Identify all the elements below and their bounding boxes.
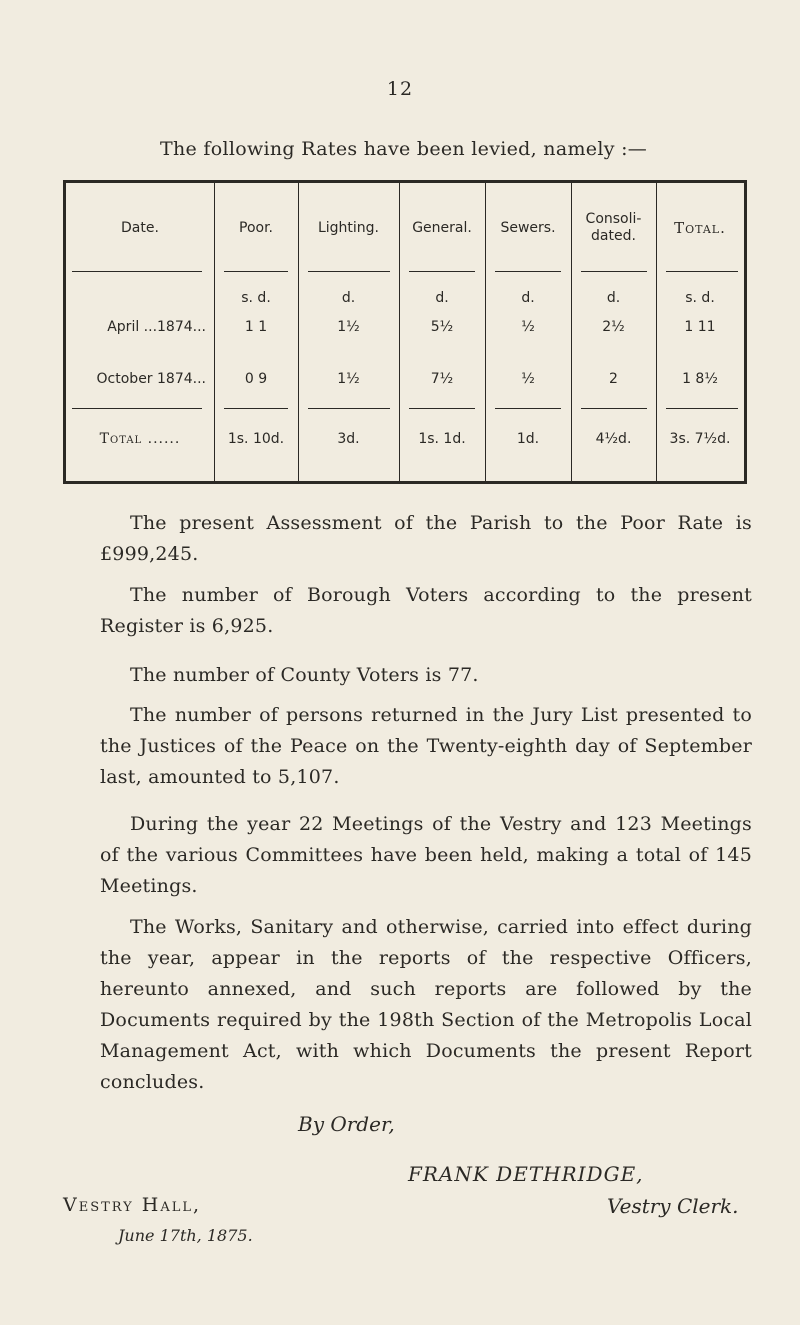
signatory-name: FRANK DETHRIDGE,	[408, 1162, 644, 1186]
unit-lighting: d.	[341, 290, 356, 306]
paragraph-assessment: The present Assessment of the Parish to the Poor Rate is £999,245.	[100, 512, 752, 565]
total-cell: 4½d.	[595, 431, 632, 447]
unit-sewers: d.	[521, 290, 535, 306]
table-row-date: April ...1874...	[107, 319, 206, 335]
intro-line: The following Rates have been levied, namely :—	[160, 138, 648, 160]
table-cell: 0 9	[244, 371, 268, 387]
total-cell: 1s. 1d.	[418, 431, 466, 447]
page-number: 12	[386, 78, 414, 100]
paragraph-meetings: During the year 22 Meetings of the Vestry and 123 Meetings of the various Committees have been held, making a total of 145 Meetings.	[100, 813, 752, 897]
table-cell: 5½	[430, 319, 454, 335]
header-general: General.	[412, 219, 472, 236]
signatory-title: Vestry Clerk.	[607, 1194, 739, 1218]
unit-poor: s. d.	[241, 290, 271, 306]
table-cell: 2	[609, 371, 618, 387]
header-poor: Poor.	[239, 219, 273, 236]
paragraph-county-voters: The number of County Voters is 77.	[130, 664, 479, 686]
header-sewers: Sewers.	[500, 219, 556, 236]
vestry-hall: Vestry Hall,	[63, 1194, 202, 1216]
table-cell: 1 11	[684, 319, 716, 335]
by-order: By Order,	[298, 1112, 395, 1136]
total-cell: 1s. 10d.	[227, 431, 285, 447]
unit-consolidated: d.	[606, 290, 621, 306]
table-cell: 1½	[337, 371, 360, 387]
total-cell: 3d.	[337, 431, 360, 447]
header-lighting: Lighting.	[317, 219, 380, 236]
table-cell: ½	[521, 371, 535, 387]
paragraph-jury-list: The number of persons returned in the Jury List presented to the Justices of the Peace on the Twenty-eighth day of September last, amounted to 5,107.	[100, 704, 752, 788]
table-cell: 1 8½	[682, 371, 718, 387]
total-cell: 1d.	[516, 431, 540, 447]
rates-table	[63, 180, 747, 484]
table-cell: 1 1	[244, 319, 268, 335]
table-cell: ½	[521, 319, 535, 335]
unit-total: s. d.	[685, 290, 715, 306]
header-date: Date.	[121, 219, 159, 236]
total-cell: 3s. 7½d.	[669, 431, 731, 447]
paragraph-works: The Works, Sanitary and otherwise, carried into effect during the year, appear in the reports of the respective Officers, hereunto annexed, and such reports are followed by the Documents required by the 198th Section of the Metropolis Local Management Act, with which Documents the present Report concludes.	[100, 916, 752, 1093]
paragraph-borough-voters: The number of Borough Voters according to the present Register is 6,925.	[100, 584, 752, 637]
total-label: Total ......	[99, 431, 181, 447]
table-cell: 7½	[430, 371, 454, 387]
header-consolidated: Consoli- dated.	[585, 211, 642, 244]
unit-general: d.	[435, 290, 449, 306]
table-cell: 2½	[602, 319, 625, 335]
signature-date: June 17th, 1875.	[118, 1226, 253, 1245]
table-row-date: October 1874...	[96, 371, 206, 387]
header-total: Total.	[674, 218, 726, 237]
table-cell: 1½	[337, 319, 360, 335]
